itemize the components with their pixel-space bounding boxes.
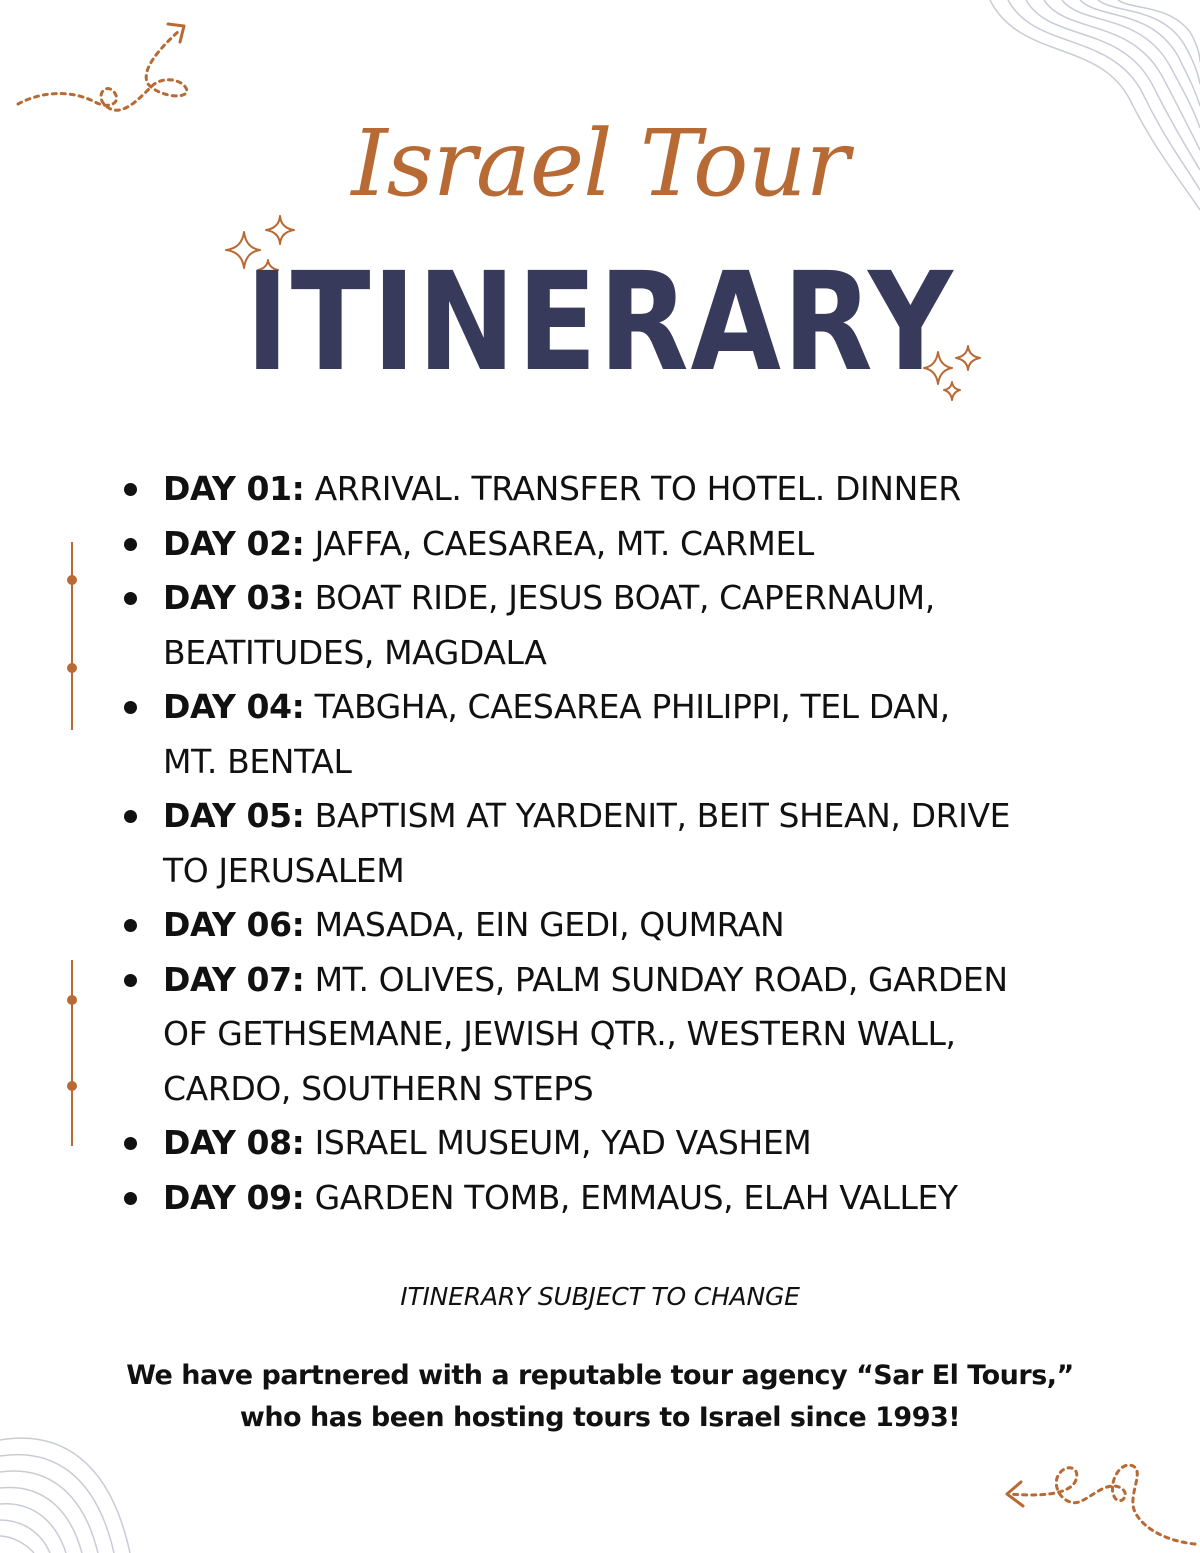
day-label: DAY 05: xyxy=(163,796,305,835)
day-description: GARDEN TOMB, EMMAUS, ELAH VALLEY xyxy=(314,1177,958,1217)
day-description: ARRIVAL. TRANSFER TO HOTEL. DINNER xyxy=(314,469,961,508)
disclaimer-note: ITINERARY SUBJECT TO CHANGE xyxy=(400,1282,800,1311)
bullet-icon xyxy=(124,701,137,714)
day-description: TABGHA, CAESAREA PHILIPPI, TEL DAN, xyxy=(314,687,950,726)
day-description: ISRAEL MUSEUM, YAD VASHEM xyxy=(314,1123,812,1162)
day-description: JAFFA, CAESAREA, MT. CARMEL xyxy=(314,523,814,563)
list-item xyxy=(118,953,1118,1117)
footer-line: We have partnered with a reputable tour agency “Sar El Tours,” xyxy=(126,1360,1074,1391)
day-label: DAY 08: xyxy=(163,1123,305,1162)
swirl-lines-icon xyxy=(0,1420,180,1553)
day-description-continued: OF GETHSEMANE, JEWISH QTR., WESTERN WALL, xyxy=(163,1014,956,1053)
page-title: ITINERARY xyxy=(245,244,955,402)
list-item xyxy=(118,1116,1118,1171)
day-description-continued: MT. BENTAL xyxy=(163,741,352,781)
day-label: DAY 01: xyxy=(163,469,305,508)
day-description: MASADA, EIN GEDI, QUMRAN xyxy=(314,905,785,944)
list-item xyxy=(118,517,1118,572)
footer-text xyxy=(0,1355,1200,1439)
day-description: MT. OLIVES, PALM SUNDAY ROAD, GARDEN xyxy=(314,959,1008,999)
day-description: BAPTISM AT YARDENIT, BEIT SHEAN, DRIVE xyxy=(314,796,1011,835)
list-item xyxy=(118,789,1118,898)
list-item xyxy=(118,680,1118,789)
list-item xyxy=(118,571,1118,680)
day-description-continued: BEATITUDES, MAGDALA xyxy=(163,632,547,672)
footer-line: who has been hosting tours to Israel since 1993! xyxy=(239,1402,961,1433)
day-label: DAY 07: xyxy=(163,959,305,999)
timeline-marker-icon xyxy=(62,540,82,732)
list-item xyxy=(118,462,1118,517)
bullet-icon xyxy=(124,919,137,932)
bullet-icon xyxy=(124,810,137,823)
dotted-arrow-icon xyxy=(995,1436,1200,1553)
day-label: DAY 02: xyxy=(163,523,305,563)
day-description-continued: TO JERUSALEM xyxy=(163,850,405,890)
day-description-continued: CARDO, SOUTHERN STEPS xyxy=(163,1068,594,1108)
bullet-icon xyxy=(124,592,137,605)
script-title: Israel Tour xyxy=(351,110,849,217)
bullet-icon xyxy=(124,538,137,551)
bullet-icon xyxy=(124,974,137,987)
bullet-icon xyxy=(124,1137,137,1150)
list-item xyxy=(118,1171,1118,1226)
day-label: DAY 06: xyxy=(163,905,305,944)
list-item xyxy=(118,898,1118,953)
day-description: BOAT RIDE, JESUS BOAT, CAPERNAUM, xyxy=(314,578,935,617)
timeline-marker-icon xyxy=(62,958,82,1148)
itinerary-list xyxy=(118,462,1118,1225)
bullet-icon xyxy=(124,483,137,496)
day-label: DAY 09: xyxy=(163,1177,305,1217)
dotted-arrow-icon xyxy=(10,14,200,124)
day-label: DAY 03: xyxy=(163,578,305,617)
bullet-icon xyxy=(124,1192,137,1205)
day-label: DAY 04: xyxy=(163,687,305,726)
